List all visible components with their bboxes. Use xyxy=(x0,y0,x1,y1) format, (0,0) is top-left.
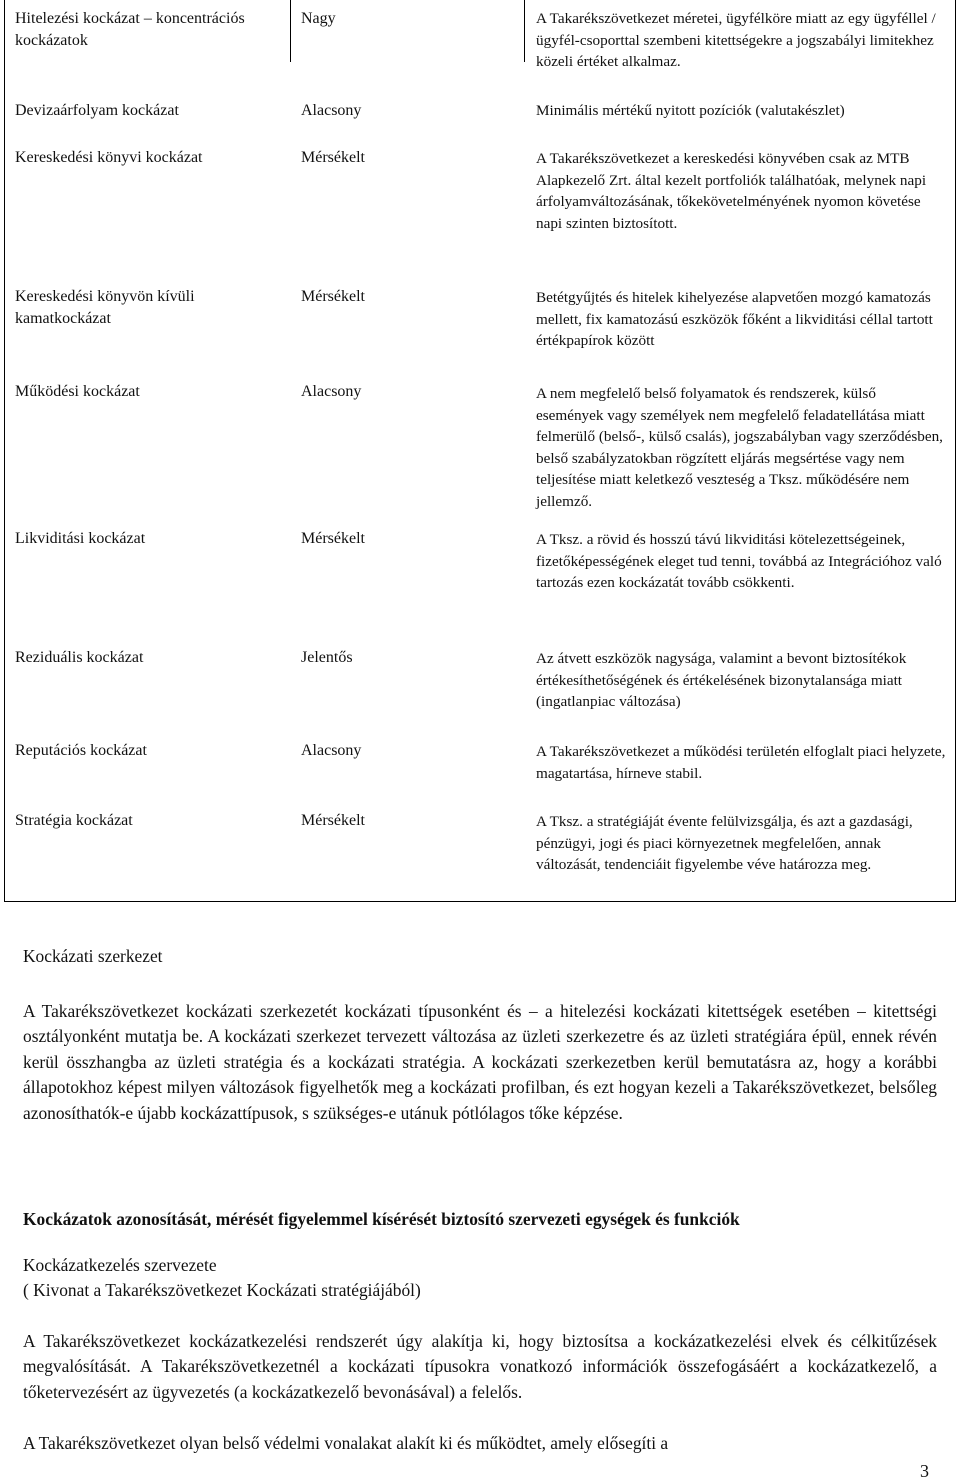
risk-name: Likviditási kockázat xyxy=(15,530,146,547)
subheading: Kockázatkezelés szervezete xyxy=(23,1255,217,1275)
risk-description: Az átvett eszközök nagysága, valamint a bevont biztosítékok értékesíthetőségének és értékelésének bizonytalansága miatt (ingatlanpiac változása) xyxy=(536,650,907,711)
column-divider xyxy=(524,0,525,62)
risk-name: Kereskedési könyvi kockázat xyxy=(15,149,203,166)
risk-description: A nem megfelelő belső folyamatok és rendszerek, külső események vagy személyek nem megfelelő feladatellátása miatt felmerülő (belső-, külső csalás), jogszabályban vagy szerződésben, belső szabályzatokban rögzített eljárás megsértése vagy nem teljesítése miatt keletkező veszteség a Tksz. működésére nem jellemző. xyxy=(536,385,943,510)
risk-name: Devizaárfolyam kockázat xyxy=(15,102,179,119)
risk-name: Stratégia kockázat xyxy=(15,812,133,829)
risk-name: Működési kockázat xyxy=(15,383,140,400)
section-heading: Kockázatok azonosítását, mérését figyelemmel kísérését biztosító szervezeti egységek és funkciók xyxy=(23,1209,740,1229)
risk-level: Mérsékelt xyxy=(301,812,365,829)
risk-description: Betétgyűjtés és hitelek kihelyezése alapvetően mozgó kamatozás mellett, fix kamatozású eszközök főként a likviditási céllal tartott értékpapírok között xyxy=(536,289,933,350)
risk-level: Alacsony xyxy=(301,383,362,400)
risk-name: Reputációs kockázat xyxy=(15,742,147,759)
risk-level: Mérsékelt xyxy=(301,149,365,166)
body-paragraph: A Takarékszövetkezet kockázatkezelési rendszerét úgy alakítja ki, hogy biztosítsa a kockázatkezelési elvek és célkitűzések megvalósítását. A Takarékszövetkezetnél a kockázati típusokra vonatkozó információk összefogásáért a kockázatkezelő, a tőketervezésért az ügyvezetés (a kockázatkezelő bevonásával) a felelős. xyxy=(23,1331,937,1402)
risk-description: A Tksz. a stratégiáját évente felülvizsgálja, és azt a gazdasági, pénzügyi, jogi és piaci környezetnek megfelelően, annak változását, tendenciáit figyelembe véve határozza meg. xyxy=(536,813,913,874)
section-heading: Kockázati szerkezet xyxy=(23,946,163,966)
body-paragraph: A Takarékszövetkezet kockázati szerkezetét kockázati típusonként és – a hitelezési kockázati kitettségek esetében – kitettségi osztályonként mutatja be. A kockázati szerkezet tervezett változása az üzleti szerkezetre és az üzleti stratégiára épül, ennek révén kerül összhangba az üzleti stratégia és a kockázati stratégia. A kockázati szerkezetben kerül bemutatásra az, hogy a korábbi állapotokhoz képest milyen változások figyelhetők meg a kockázati profilban, és ezt hogyan kezeli a Takarékszövetkezet, belsőleg azonosíthatók-e újabb kockázattípusok, s szükséges-e utánuk pótlólagos tőke képzése. xyxy=(23,1001,937,1123)
risk-description: A Tksz. a rövid és hosszú távú likviditási kötelezettségeinek, fizetőképességének eleget tud tenni, továbbá az Integrációhoz való tartozás ezen kockázatát tovább csökkenti. xyxy=(536,531,942,592)
risk-description: A Takarékszövetkezet méretei, ügyfélköre miatt az egy ügyféllel / ügyfél-csoporttal szembeni kitettségekre a jogszabályi limitekhez közeli értéket alkalmaz. xyxy=(536,10,936,71)
risk-table xyxy=(4,0,956,902)
risk-level: Mérsékelt xyxy=(301,530,365,547)
risk-name: Reziduális kockázat xyxy=(15,649,144,666)
risk-description: Minimális mértékű nyitott pozíciók (valutakészlet) xyxy=(536,102,845,119)
risk-name: Kereskedési könyvön kívüli kamatkockázat xyxy=(15,288,195,327)
subheading: ( Kivonat a Takarékszövetkezet Kockázati stratégiájából) xyxy=(23,1280,421,1300)
risk-level: Alacsony xyxy=(301,102,362,119)
risk-description: A Takarékszövetkezet a működési területén elfoglalt piaci helyzete, magatartása, hírneve stabil. xyxy=(536,743,946,782)
body-paragraph: A Takarékszövetkezet olyan belső védelmi vonalakat alakít ki és működtet, amely elősegíti a xyxy=(23,1433,669,1453)
column-divider xyxy=(290,0,291,62)
page-number: 3 xyxy=(920,1461,929,1481)
risk-description: A Takarékszövetkezet a kereskedési könyvében csak az MTB Alapkezelő Zrt. által kezelt portfoliók találhatóak, melynek napi árfolyamváltozásának, tőkekövetelményének nyomon követése napi szinten biztosított. xyxy=(536,150,927,232)
risk-level: Mérsékelt xyxy=(301,288,365,305)
risk-name: Hitelezési kockázat – koncentrációs kockázatok xyxy=(15,10,245,49)
risk-level: Nagy xyxy=(301,10,336,27)
risk-level: Jelentős xyxy=(301,649,353,666)
risk-level: Alacsony xyxy=(301,742,362,759)
